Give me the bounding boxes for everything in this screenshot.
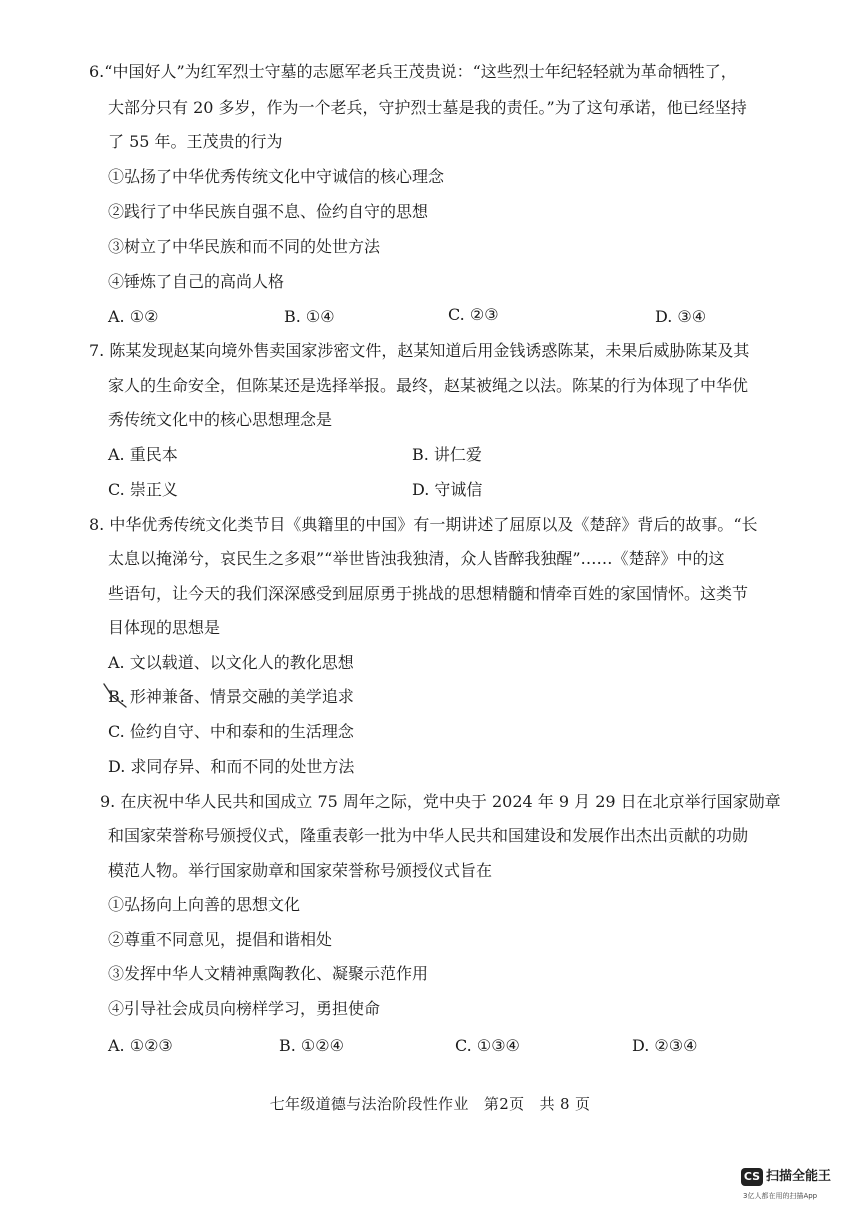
question-9-choice-b[interactable]: B. ①②④	[279, 1036, 344, 1055]
question-7-stem-line-3: 秀传统文化中的核心思想理念是	[108, 410, 333, 429]
question-7-stem-line-2: 家人的生命安全，但陈某还是选择举报。最终，赵某被绳之以法。陈某的行为体现了中华优	[108, 376, 749, 395]
question-8-choice-d[interactable]: D. 求同存异、和而不同的处世方法	[108, 757, 355, 776]
question-8-stem-line-1: 8. 中华优秀传统文化类节目《典籍里的中国》有一期讲述了屈原以及《楚辞》背后的故事。“长	[89, 515, 758, 534]
question-9-statement-4: ④引导社会成员向榜样学习，勇担使命	[108, 999, 381, 1018]
question-8-choice-a[interactable]: A. 文以载道、以文化人的教化思想	[108, 653, 354, 672]
page-footer: 七年级道德与法治阶段性作业 第2页 共 8 页	[269, 1095, 591, 1113]
question-9-statement-3: ③发挥中华人文精神熏陶教化、凝聚示范作用	[108, 964, 429, 983]
question-7-choice-a[interactable]: A. 重民本	[108, 445, 178, 464]
question-8-choice-b[interactable]: B. 形神兼备、情景交融的美学追求	[108, 687, 354, 706]
question-6-statement-3: ③树立了中华民族和而不同的处世方法	[108, 237, 381, 256]
question-6-choice-c[interactable]: C. ②③	[448, 305, 499, 324]
camscanner-logo-icon: CS	[741, 1168, 763, 1186]
question-7-choice-b[interactable]: B. 讲仁爱	[412, 445, 482, 464]
question-6-statement-1: ①弘扬了中华优秀传统文化中守诚信的核心理念	[108, 167, 445, 186]
question-9-choice-c[interactable]: C. ①③④	[455, 1036, 520, 1055]
camscanner-watermark	[741, 1168, 845, 1208]
watermark-slogan: 3亿人都在用的扫描App	[743, 1192, 818, 1200]
question-7-choice-d[interactable]: D. 守诚信	[412, 480, 483, 499]
question-6-choice-d[interactable]: D. ③④	[655, 307, 707, 326]
question-6-choice-b[interactable]: B. ①④	[284, 307, 335, 326]
question-7-choice-c[interactable]: C. 崇正义	[108, 480, 178, 499]
question-6-choice-a[interactable]: A. ①②	[108, 307, 159, 326]
question-9-stem-line-3: 模范人物。举行国家勋章和国家荣誉称号颁授仪式旨在	[108, 861, 493, 880]
question-9-stem-line-2: 和国家荣誉称号颁授仪式，隆重表彰一批为中华人民共和国建设和发展作出杰出贡献的功勋	[108, 826, 749, 845]
question-6-stem-line-3: 了 55 年。王茂贵的行为	[108, 132, 283, 151]
question-8-stem-line-4: 目体现的思想是	[108, 618, 221, 637]
question-9-choice-a[interactable]: A. ①②③	[108, 1036, 173, 1055]
question-6-statement-4: ④锤炼了自己的高尚人格	[108, 272, 285, 291]
question-9-stem-line-1: 9. 在庆祝中华人民共和国成立 75 周年之际，党中央于 2024 年 9 月 29 日在北京举行国家勋章	[100, 792, 781, 811]
question-9-statement-2: ②尊重不同意见，提倡和谐相处	[108, 930, 333, 949]
question-9-statement-1: ①弘扬向上向善的思想文化	[108, 895, 301, 914]
question-6-statement-2: ②践行了中华民族自强不息、俭约自守的思想	[108, 202, 429, 221]
handwritten-check-mark	[100, 682, 130, 710]
question-7-stem-line-1: 7. 陈某发现赵某向境外售卖国家涉密文件，赵某知道后用金钱诱惑陈某，未果后威胁陈某及其	[89, 341, 750, 360]
watermark-app-name: 扫描全能王	[766, 1169, 832, 1184]
question-8-stem-line-2: 太息以掩涕兮，哀民生之多艰”“举世皆浊我独清，众人皆醉我独醒”……《楚辞》中的这	[108, 549, 725, 568]
question-8-stem-line-3: 些语句，让今天的我们深深感受到屈原勇于挑战的思想精髓和情牵百姓的家国情怀。这类节	[108, 584, 749, 603]
question-9-choice-d[interactable]: D. ②③④	[632, 1036, 698, 1055]
question-6-stem-line-1: 6.“中国好人”为红军烈士守墓的志愿军老兵王茂贵说：“这些烈士年纪轻轻就为革命牺牲了，	[89, 62, 737, 81]
question-8-choice-c[interactable]: C. 俭约自守、中和泰和的生活理念	[108, 722, 354, 741]
question-6-stem-line-2: 大部分只有 20 多岁，作为一个老兵，守护烈士墓是我的责任。”为了这句承诺，他已经坚持	[108, 98, 747, 117]
